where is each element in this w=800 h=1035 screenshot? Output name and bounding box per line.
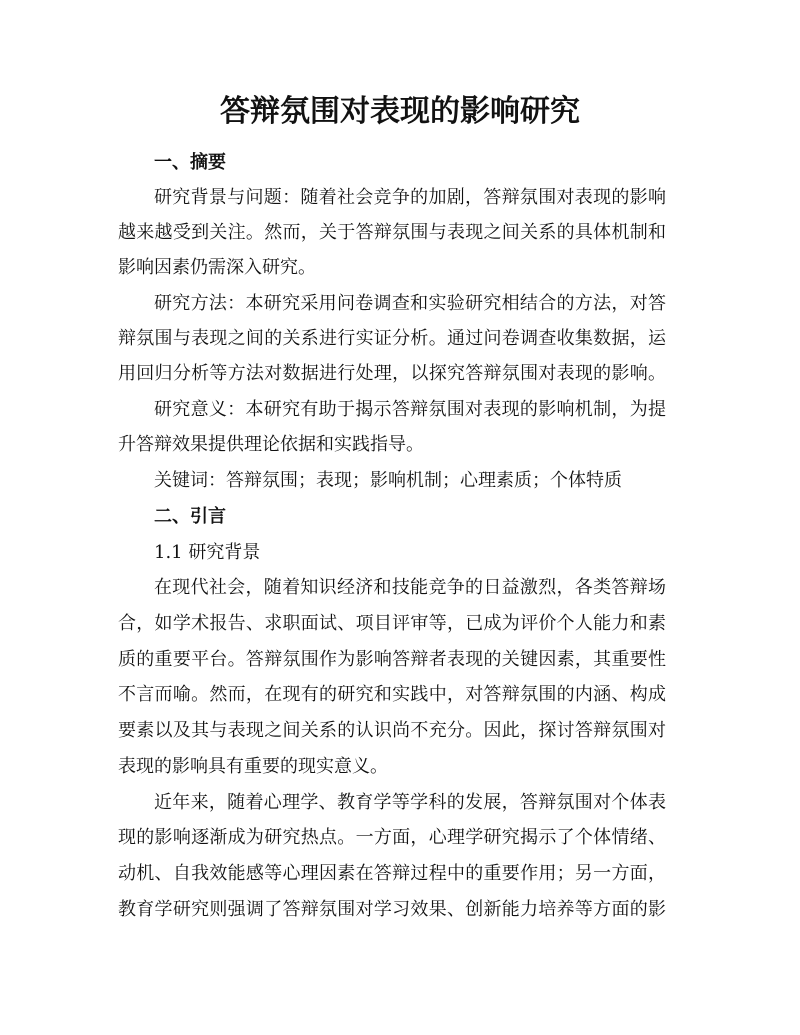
intro-para1-line: 表现的影响具有重要的现实意义。 (118, 756, 388, 777)
abstract-significance-line: 升答辩效果提供理论依据和实践指导。 (118, 434, 424, 455)
intro-para2-line: 现的影响逐渐成为研究热点。一方面，心理学研究揭示了个体情绪、 (118, 827, 666, 848)
abstract-heading: 一、摘要 (154, 152, 226, 173)
document-title: 答辩氛围对表现的影响研究 (220, 94, 580, 129)
intro-para1-line: 不言而喻。然而，在现有的研究和实践中，对答辩氛围的内涵、构成 (118, 684, 666, 705)
abstract-background-line: 影响因素仍需深入研究。 (118, 257, 316, 278)
abstract-background-line: 越来越受到关注。然而，关于答辩氛围与表现之间关系的具体机制和 (118, 222, 666, 243)
intro-heading: 二、引言 (154, 506, 226, 527)
intro-para1-line: 在现代社会，随着知识经济和技能竞争的日益激烈，各类答辩场 (154, 577, 666, 598)
abstract-method-line: 研究方法：本研究采用问卷调查和实验研究相结合的方法，对答 (154, 293, 666, 314)
keywords: 关键词：答辩氛围；表现；影响机制；心理素质；个体特质 (154, 470, 622, 491)
intro-para1-line: 质的重要平台。答辩氛围作为影响答辩者表现的关键因素，其重要性 (118, 649, 666, 670)
intro-para2-line: 近年来，随着心理学、教育学等学科的发展，答辩氛围对个体表 (154, 792, 666, 813)
abstract-method-line: 用回归分析等方法对数据进行处理，以探究答辩氛围对表现的影响。 (118, 363, 666, 384)
abstract-method-line: 辩氛围与表现之间的关系进行实证分析。通过问卷调查收集数据，运 (118, 328, 666, 349)
abstract-significance-line: 研究意义：本研究有助于揭示答辩氛围对表现的影响机制，为提 (154, 399, 666, 420)
intro-para1-line: 合，如学术报告、求职面试、项目评审等，已成为评价个人能力和素 (118, 613, 666, 634)
intro-para1-line: 要素以及其与表现之间关系的认识尚不充分。因此，探讨答辩氛围对 (118, 720, 666, 741)
intro-para2-line: 教育学研究则强调了答辩氛围对学习效果、创新能力培养等方面的影 (118, 899, 666, 920)
intro-para2-line: 动机、自我效能感等心理因素在答辩过程中的重要作用；另一方面， (118, 863, 666, 884)
abstract-background-line: 研究背景与问题：随着社会竞争的加剧，答辩氛围对表现的影响 (154, 187, 666, 208)
background-subheading: 1.1 研究背景 (154, 542, 261, 563)
